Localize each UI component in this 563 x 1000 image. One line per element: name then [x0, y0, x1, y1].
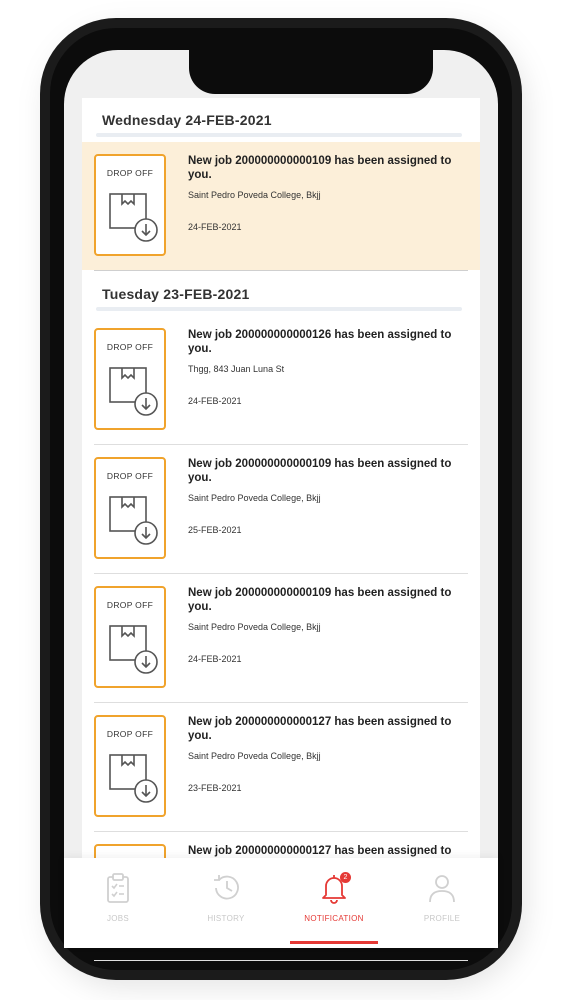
- notification-item[interactable]: [94, 316, 468, 445]
- history-icon: [210, 872, 242, 904]
- drop-off-badge: [94, 457, 166, 559]
- date-divider: [96, 133, 462, 137]
- section-date: Wednesday 24-FEB-2021: [102, 112, 272, 128]
- screen: [64, 50, 498, 948]
- notification-date: 24-FEB-2021: [188, 654, 242, 664]
- drop-off-badge: [94, 154, 166, 256]
- notification-date: 25-FEB-2021: [188, 525, 242, 535]
- notification-list[interactable]: [82, 98, 480, 858]
- date-header: [82, 98, 480, 142]
- notification-title: New job 200000000000127 has been assigned to you.: [188, 716, 452, 742]
- package-dropoff-icon: [108, 495, 158, 545]
- drop-off-badge: [94, 715, 166, 817]
- notification-item[interactable]: [82, 142, 480, 270]
- package-dropoff-icon: [108, 192, 158, 242]
- notification-address: Saint Pedro Poveda College, Bkjj: [188, 493, 321, 503]
- notification-address: Saint Pedro Poveda College, Bkjj: [188, 190, 321, 200]
- date-header: [82, 272, 480, 316]
- date-divider: [96, 307, 462, 311]
- notification-address: Saint Pedro Poveda College, Bkjj: [188, 751, 321, 761]
- notification-date: 24-FEB-2021: [188, 222, 242, 232]
- notification-address: Saint Pedro Poveda College, Bkjj: [188, 622, 321, 632]
- tab-label: NOTIFICATION: [304, 914, 364, 923]
- notification-item[interactable]: [94, 703, 468, 832]
- notification-address: Thgg, 843 Juan Luna St: [188, 364, 285, 374]
- notification-item[interactable]: [94, 445, 468, 574]
- package-dropoff-icon: [108, 366, 158, 416]
- badge-label: DROP OFF: [106, 168, 154, 178]
- tab-notification[interactable]: [280, 858, 388, 948]
- badge-label: DROP OFF: [106, 729, 154, 739]
- notch: [189, 50, 433, 94]
- clipboard-icon: [102, 872, 134, 904]
- package-dropoff-icon: [108, 753, 158, 803]
- package-dropoff-icon: [108, 624, 158, 674]
- tab-jobs[interactable]: [64, 858, 172, 948]
- drop-off-badge: [94, 586, 166, 688]
- bottom-tab-bar: [64, 858, 498, 948]
- phone-frame: [40, 18, 522, 980]
- notification-title: New job 200000000000109 has been assigned to you.: [188, 458, 452, 484]
- profile-icon: [426, 872, 458, 904]
- tab-history[interactable]: [172, 858, 280, 948]
- notification-date: 23-FEB-2021: [188, 783, 242, 793]
- active-tab-indicator: [290, 941, 378, 944]
- badge-label: DROP OFF: [106, 471, 154, 481]
- badge-label: DROP OFF: [106, 342, 154, 352]
- notification-count-badge: 2: [340, 872, 351, 883]
- notification-title: New job 200000000000109 has been assigned to you.: [188, 587, 452, 613]
- notification-title: New job 200000000000126 has been assigned to you.: [188, 329, 452, 355]
- tab-label: PROFILE: [423, 914, 461, 923]
- tab-label: JOBS: [106, 914, 130, 923]
- tab-label: HISTORY: [207, 914, 245, 923]
- notification-title: New job 200000000000109 has been assigned to you.: [188, 155, 452, 181]
- badge-label: DROP OFF: [106, 600, 154, 610]
- notification-date: 24-FEB-2021: [188, 396, 242, 406]
- notification-title: New job 200000000000127 has been assigned to: [188, 845, 452, 857]
- tab-profile[interactable]: [388, 858, 496, 948]
- notification-item[interactable]: [94, 574, 468, 703]
- section-date: Tuesday 23-FEB-2021: [102, 286, 250, 302]
- drop-off-badge: [94, 328, 166, 430]
